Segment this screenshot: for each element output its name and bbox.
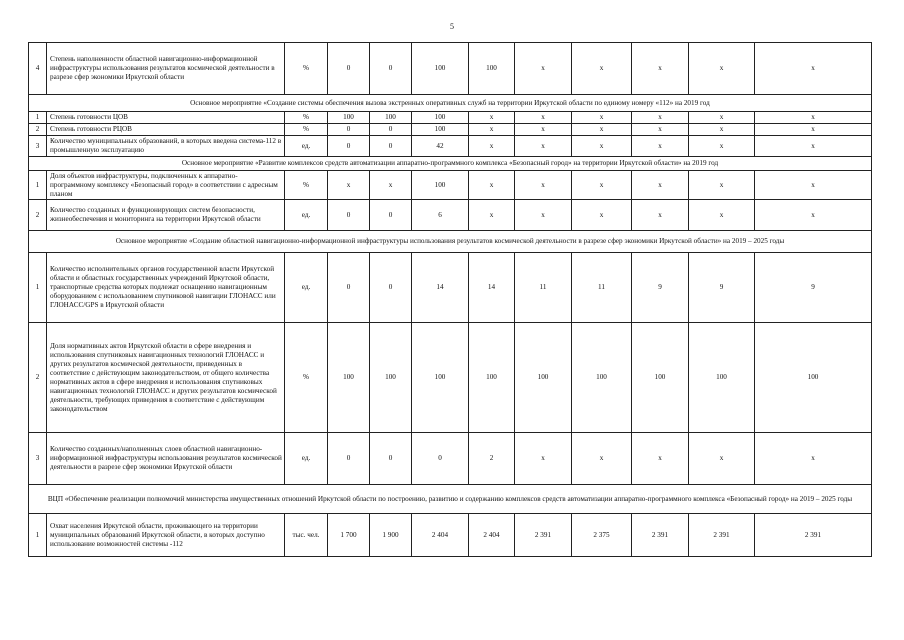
value-cell: х	[469, 200, 515, 231]
indicator-name: Количество созданных/наполненных слоев областной навигационно-информационной инфраструктуры использования результатов космической деятельности в разрезе сфер экономики Иркутской области	[47, 433, 285, 485]
indicator-name: Количество исполнительных органов государственной власти Иркутской области и областных государственных учреждений Иркутской области, транспортные средства которых подлежат оснащению навигационным оборудованием с использованием спутниковой навигации ГЛОНАСС или ГЛОНАСС/GPS в Иркутской области	[47, 253, 285, 323]
table-body	[29, 43, 872, 557]
value-cell: 100	[632, 323, 689, 433]
value-cell: х	[755, 171, 872, 200]
value-cell: 100	[412, 323, 469, 433]
row-number: 2	[29, 200, 47, 231]
indicator-name: Степень готовности ЦОВ	[47, 112, 285, 124]
value-cell: 100	[412, 171, 469, 200]
value-cell: х	[328, 171, 370, 200]
row-number: 1	[29, 112, 47, 124]
indicators-table	[28, 42, 872, 557]
table-row	[29, 124, 872, 136]
row-number: 3	[29, 433, 47, 485]
value-cell: 1 900	[370, 514, 412, 557]
value-cell: х	[515, 433, 572, 485]
value-cell: 100	[412, 112, 469, 124]
value-cell: 2 404	[469, 514, 515, 557]
unit-cell: ед.	[285, 253, 328, 323]
indicator-name: Охват населения Иркутской области, проживающего на территории муниципальных образований Иркутской области, в которых доступно использование возможностей системы -112	[47, 514, 285, 557]
value-cell: 1 700	[328, 514, 370, 557]
value-cell: 2 404	[412, 514, 469, 557]
indicator-name: Количество муниципальных образований, в которых введена система-112 в промышленную эксплуатацию	[47, 136, 285, 157]
row-number: 1	[29, 171, 47, 200]
indicator-name: Степень наполненности областной навигационно-информационной инфраструктуры использования результатов космической деятельности в разрезе сфер экономики Иркутской области	[47, 43, 285, 95]
table-row	[29, 514, 872, 557]
value-cell: 0	[370, 43, 412, 95]
value-cell: х	[572, 124, 632, 136]
value-cell: х	[469, 171, 515, 200]
unit-cell: %	[285, 43, 328, 95]
value-cell: х	[515, 200, 572, 231]
value-cell: 100	[370, 112, 412, 124]
value-cell: х	[632, 43, 689, 95]
value-cell: х	[689, 43, 755, 95]
value-cell: 0	[328, 124, 370, 136]
value-cell: х	[689, 124, 755, 136]
value-cell: 0	[328, 200, 370, 231]
value-cell: 11	[572, 253, 632, 323]
indicator-name: Степень готовности РЦОВ	[47, 124, 285, 136]
value-cell: х	[469, 124, 515, 136]
value-cell: 2 391	[632, 514, 689, 557]
value-cell: 2 391	[689, 514, 755, 557]
value-cell: 0	[370, 433, 412, 485]
value-cell: х	[572, 43, 632, 95]
value-cell: х	[755, 433, 872, 485]
unit-cell: %	[285, 124, 328, 136]
table-row	[29, 433, 872, 485]
value-cell: х	[632, 112, 689, 124]
value-cell: х	[689, 171, 755, 200]
row-number: 3	[29, 136, 47, 157]
unit-cell: тыс. чел.	[285, 514, 328, 557]
unit-cell: %	[285, 171, 328, 200]
value-cell: 9	[689, 253, 755, 323]
value-cell: х	[689, 136, 755, 157]
value-cell: х	[572, 112, 632, 124]
value-cell: х	[632, 200, 689, 231]
value-cell: 0	[328, 43, 370, 95]
indicator-name: Доля объектов инфраструктуры, подключенных к аппаратно-программному комплексу «Безопасный город» в соответствии с адресным планом	[47, 171, 285, 200]
indicator-name: Доля нормативных актов Иркутской области в сфере внедрения и использования спутниковых навигационных технологий ГЛОНАСС и других результатов космической деятельности, приведенных в соответствие с действующим законодательством, от общего количества нормативных актов в сфере внедрения и использования спутниковых навигационных технологий ГЛОНАСС и других результатов космической деятельности, требующих приведения в соответствие с действующим законодательством	[47, 323, 285, 433]
table-row	[29, 136, 872, 157]
unit-cell: ед.	[285, 200, 328, 231]
row-number: 1	[29, 514, 47, 557]
unit-cell: ед.	[285, 433, 328, 485]
section-title: ВЦП «Обеспечение реализации полномочий министерства имущественных отношений Иркутской области по построению, развитию и содержанию комплексов средств автоматизации аппаратно-программного комплекса «Безопасный город» на 2019 – 2025 годы	[29, 485, 872, 514]
section-row	[29, 95, 872, 112]
value-cell: 100	[328, 323, 370, 433]
value-cell: 0	[412, 433, 469, 485]
value-cell: х	[632, 171, 689, 200]
value-cell: 0	[370, 200, 412, 231]
value-cell: х	[689, 112, 755, 124]
value-cell: х	[572, 433, 632, 485]
value-cell: х	[755, 124, 872, 136]
row-number: 2	[29, 323, 47, 433]
row-number: 4	[29, 43, 47, 95]
unit-cell: %	[285, 323, 328, 433]
section-row	[29, 157, 872, 171]
value-cell: 2 391	[755, 514, 872, 557]
value-cell: 100	[572, 323, 632, 433]
row-number: 1	[29, 253, 47, 323]
value-cell: 100	[469, 43, 515, 95]
value-cell: х	[515, 124, 572, 136]
table-row	[29, 43, 872, 95]
value-cell: х	[689, 433, 755, 485]
value-cell: 0	[370, 253, 412, 323]
value-cell: 2 375	[572, 514, 632, 557]
value-cell: х	[572, 136, 632, 157]
value-cell: 0	[328, 136, 370, 157]
value-cell: 100	[328, 112, 370, 124]
value-cell: 100	[515, 323, 572, 433]
value-cell: х	[515, 112, 572, 124]
row-number: 2	[29, 124, 47, 136]
value-cell: 11	[515, 253, 572, 323]
value-cell: 100	[412, 124, 469, 136]
value-cell: х	[469, 136, 515, 157]
value-cell: 9	[755, 253, 872, 323]
table-row	[29, 171, 872, 200]
unit-cell: %	[285, 112, 328, 124]
value-cell: х	[632, 433, 689, 485]
section-title: Основное мероприятие «Развитие комплексов средств автоматизации аппаратно-программного комплекса «Безопасный город» на территории Иркутской области» на 2019 год	[29, 157, 872, 171]
value-cell: х	[755, 136, 872, 157]
value-cell: х	[755, 200, 872, 231]
section-row	[29, 231, 872, 253]
value-cell: 2 391	[515, 514, 572, 557]
value-cell: х	[515, 43, 572, 95]
table-row	[29, 253, 872, 323]
value-cell: х	[515, 171, 572, 200]
value-cell: х	[755, 43, 872, 95]
value-cell: 0	[370, 124, 412, 136]
value-cell: 100	[469, 323, 515, 433]
value-cell: 100	[370, 323, 412, 433]
value-cell: х	[469, 112, 515, 124]
value-cell: х	[572, 200, 632, 231]
value-cell: х	[632, 136, 689, 157]
value-cell: 14	[469, 253, 515, 323]
value-cell: х	[755, 112, 872, 124]
value-cell: 0	[328, 433, 370, 485]
value-cell: 100	[755, 323, 872, 433]
value-cell: х	[370, 171, 412, 200]
value-cell: х	[572, 171, 632, 200]
section-row	[29, 485, 872, 514]
value-cell: 9	[632, 253, 689, 323]
table-row	[29, 200, 872, 231]
table-row	[29, 323, 872, 433]
section-title: Основное мероприятие «Создание областной навигационно-информационной инфраструктуры использования результатов космической деятельности в разрезе сфер экономики Иркутской области» на 2019 – 2025 годы	[29, 231, 872, 253]
unit-cell: ед.	[285, 136, 328, 157]
table-row	[29, 112, 872, 124]
value-cell: 100	[689, 323, 755, 433]
value-cell: 100	[412, 43, 469, 95]
value-cell: 0	[328, 253, 370, 323]
page-number: 5	[450, 22, 454, 31]
value-cell: 6	[412, 200, 469, 231]
value-cell: 0	[370, 136, 412, 157]
section-title: Основное мероприятие «Создание системы обеспечения вызова экстренных оперативных служб на территории Иркутской области по единому номеру «112» на 2019 год	[29, 95, 872, 112]
indicator-name: Количество созданных и функционирующих систем безопасности, жизнеобеспечения и мониторинга на территории Иркутской области	[47, 200, 285, 231]
value-cell: 2	[469, 433, 515, 485]
value-cell: 42	[412, 136, 469, 157]
value-cell: х	[515, 136, 572, 157]
value-cell: х	[632, 124, 689, 136]
value-cell: х	[689, 200, 755, 231]
value-cell: 14	[412, 253, 469, 323]
